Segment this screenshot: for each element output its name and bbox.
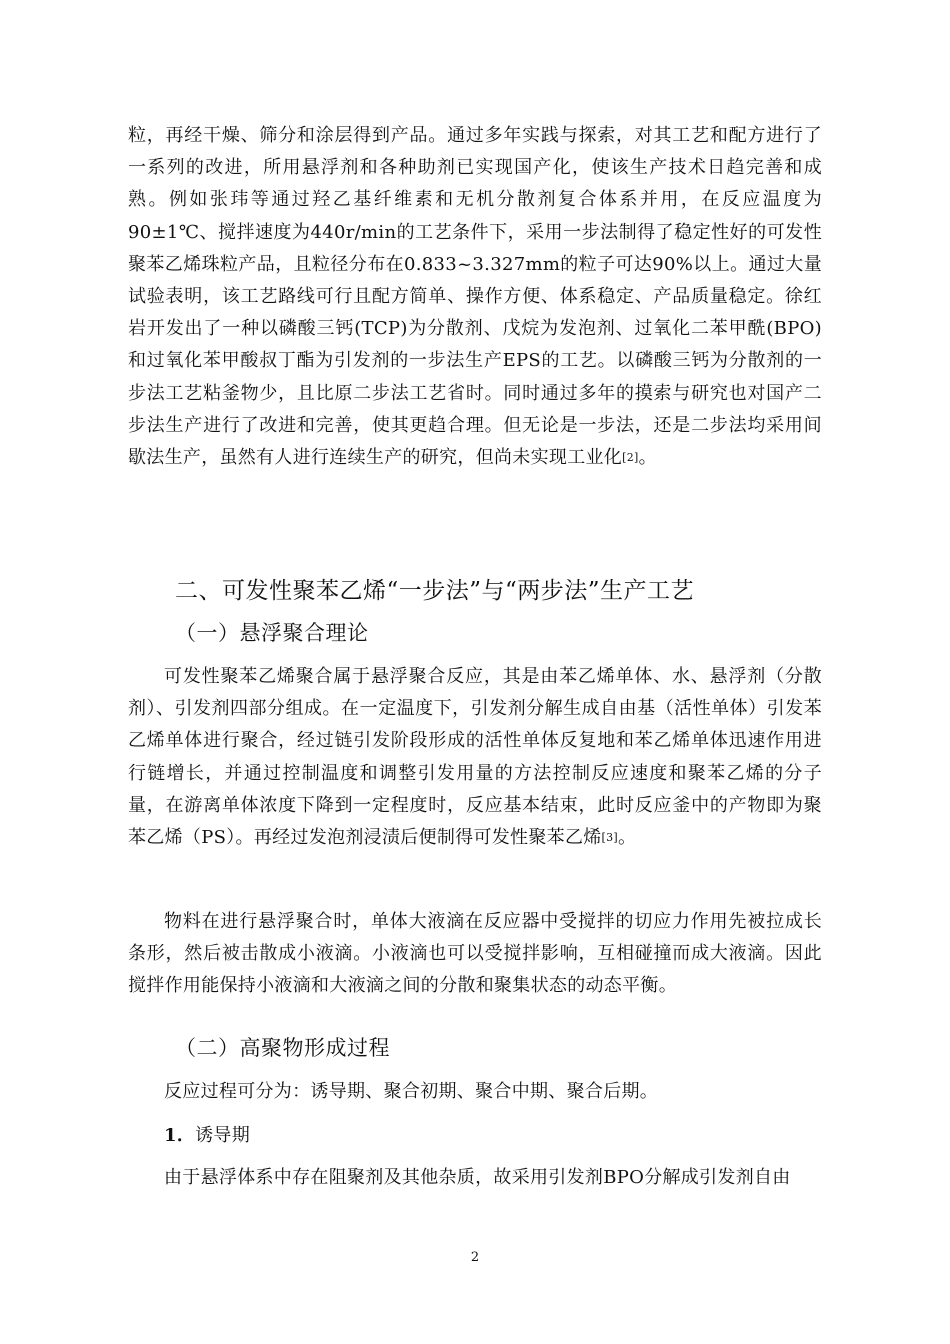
paragraph-text: 粒，再经干燥、筛分和涂层得到产品。通过多年实践与探索，对其工艺和配方进行了一系列的改进，所用悬浮剂和各种助剂已实现国产化，使该生产技术日趋完善和成熟。例如张玮等通过羟乙基纤维素和无机分散剂复合体系并用，在反应温度为90±1℃、搅拌速度为440r/min的工艺条件下，采用一步法制得了稳定性好的可发性聚苯乙烯珠粒产品，且粒径分布在0.833~3.327mm的粒子可达90%以上。通过大量试验表明，该工艺路线可行且配方简单、操作方便、体系稳定、产品质量稳定。徐红岩开发出了一种以磷酸三钙(TCP)为分散剂、戊烷为发泡剂、过氧化二苯甲酰(BPO)和过氧化苯甲酸叔丁酯为引发剂的一步法生产EPS的工艺。以磷酸三钙为分散剂的一步法工艺粘釜物少，且比原二步法工艺省时。同时通过多年的摸索与研究也对国产二步法生产进行了改进和完善，使其更趋合理。但无论是一步法，还是二步法均采用间歇法生产，虽然有人进行连续生产的研究，但尚未实现工业化 bbox=[128, 125, 822, 469]
list-label: 诱导期 bbox=[195, 1125, 251, 1146]
list-number: 1． bbox=[164, 1125, 196, 1146]
paragraph-end: 。 bbox=[618, 827, 637, 849]
citation-ref: [3] bbox=[601, 831, 619, 845]
paragraph-droplets: 物料在进行悬浮聚合时，单体大液滴在反应器中受搅拌的切应力作用先被拉成长条形，然后被击散成小液滴。小液滴也可以受搅拌影响，互相碰撞而成大液滴。因此搅拌作用能保持小液滴和大液滴之间的分散和聚集状态的动态平衡。 bbox=[128, 911, 822, 997]
paragraph-suspension-theory bbox=[128, 661, 822, 854]
subsection-heading-polymer: （二）高聚物形成过程 bbox=[175, 1036, 390, 1060]
page-number: 2 bbox=[470, 1250, 480, 1265]
section-heading: 二、可发性聚苯乙烯“一步法”与“两步法”生产工艺 bbox=[175, 578, 695, 604]
paragraph-text: 可发性聚苯乙烯聚合属于悬浮聚合反应，其是由苯乙烯单体、水、悬浮剂（分散剂）、引发剂四部分组成。在一定温度下，引发剂分解生成自由基（活性单体）引发苯乙烯单体进行聚合，经过链引发阶段形成的活性单体反复地和苯乙烯单体迅速作用进行链增长，并通过控制温度和调整引发用量的方法控制反应速度和聚苯乙烯的分子量，在游离单体浓度下降到一定程度时，反应基本结束，此时反应釜中的产物即为聚苯乙烯（PS）。再经过发泡剂浸渍后便制得可发性聚苯乙烯 bbox=[128, 666, 822, 849]
paragraph-end: 。 bbox=[638, 447, 657, 469]
paragraph-eps-process bbox=[128, 120, 822, 474]
citation-ref: [2] bbox=[622, 451, 639, 465]
subsection-heading-suspension: （一）悬浮聚合理论 bbox=[175, 621, 369, 645]
paragraph-induction-start: 由于悬浮体系中存在阻聚剂及其他杂质，故采用引发剂BPO分解成引发剂自由 bbox=[164, 1167, 791, 1188]
reaction-stages-line: 反应过程可分为：诱导期、聚合初期、聚合中期、聚合后期。 bbox=[164, 1081, 659, 1102]
list-item-induction bbox=[164, 1120, 250, 1152]
